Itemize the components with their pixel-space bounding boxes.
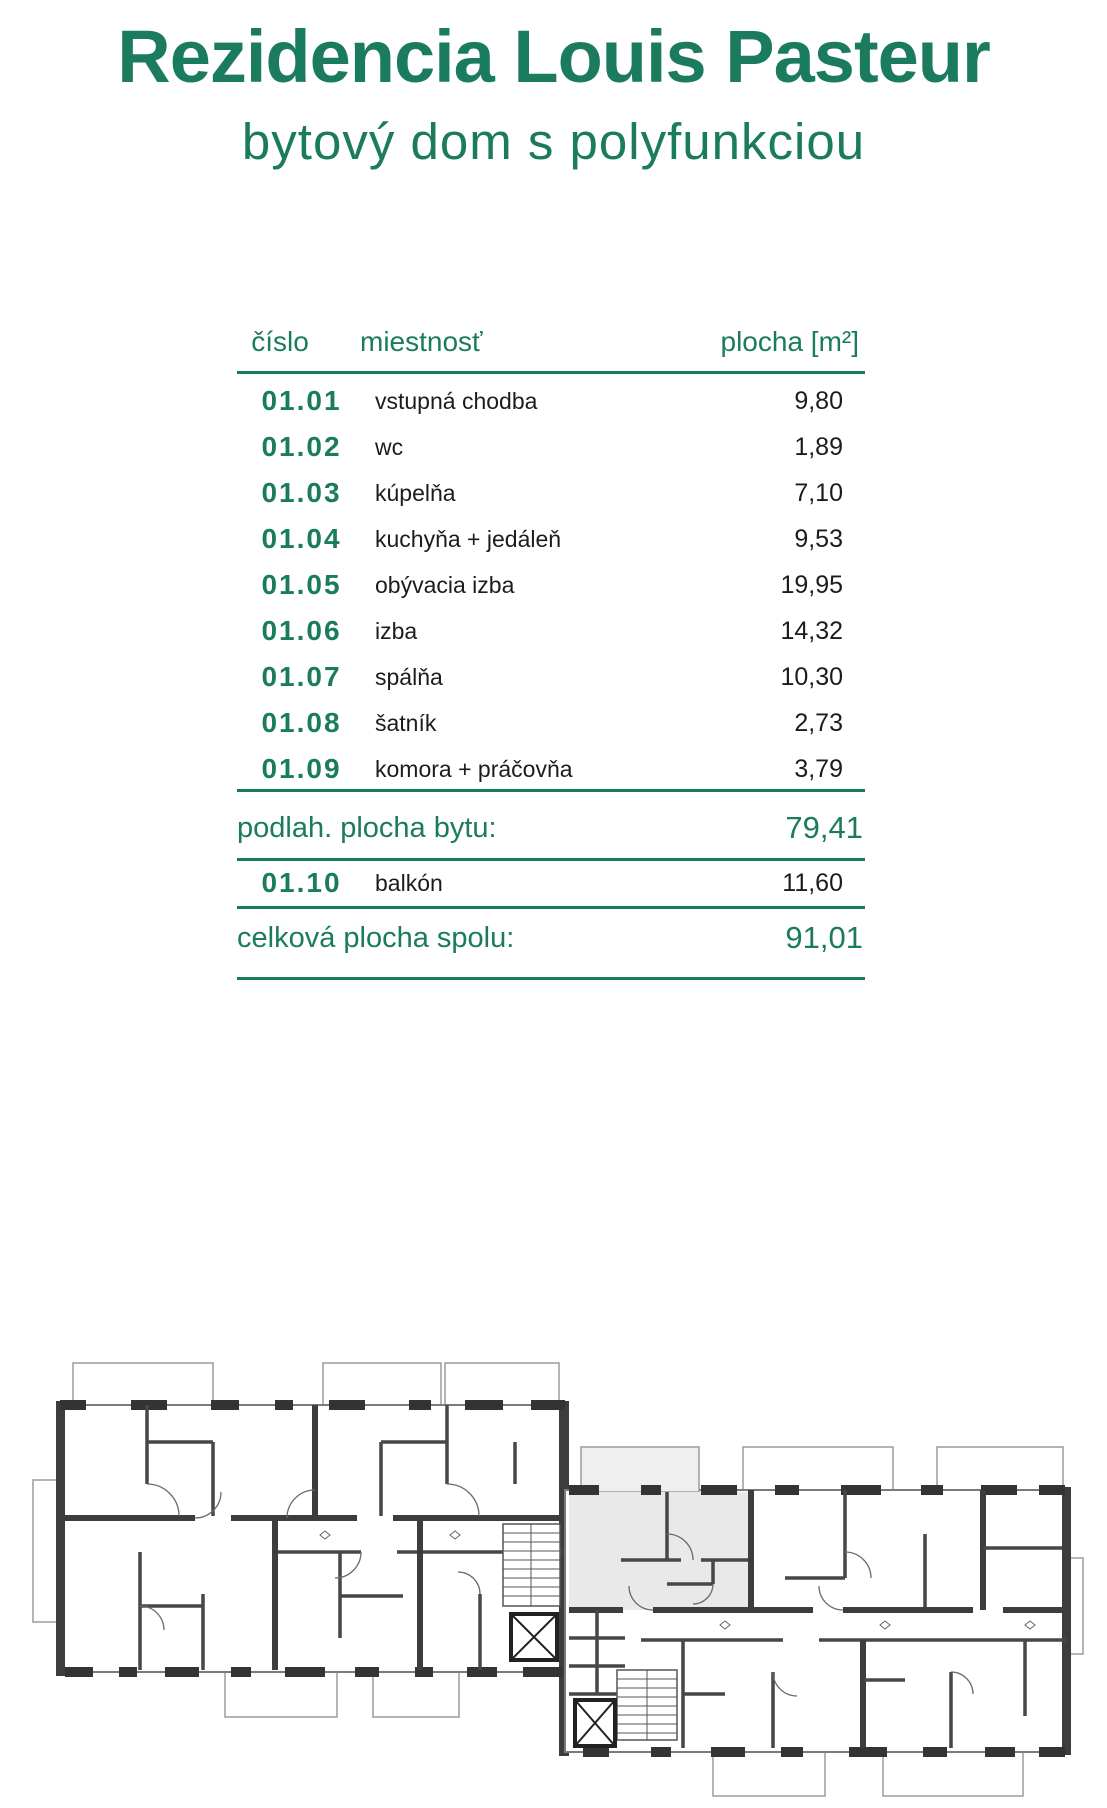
right-wing: [565, 1447, 1083, 1796]
row-area: 10,30: [780, 662, 843, 691]
row-area: 9,53: [794, 524, 843, 553]
row-room: obývacia izba: [375, 571, 515, 598]
row-number: 01.08: [261, 707, 342, 738]
balcony-row: [237, 860, 865, 906]
table-row: [237, 378, 865, 424]
header-number: číslo: [251, 326, 309, 357]
row-number: 01.10: [261, 867, 342, 898]
row-number: 01.02: [261, 431, 342, 462]
subtotal-label: podlah. plocha bytu:: [237, 811, 497, 844]
row-number: 01.03: [261, 477, 342, 508]
header-area: plocha [m²]: [720, 326, 859, 357]
row-room: kúpelňa: [375, 479, 456, 506]
row-number: 01.01: [261, 385, 342, 416]
table-row: [237, 562, 865, 608]
row-room: balkón: [375, 869, 443, 896]
row-area: 7,10: [794, 478, 843, 507]
table-row: [237, 470, 865, 516]
table-row: [237, 516, 865, 562]
row-room: šatník: [375, 709, 437, 736]
table-header-row: [237, 323, 865, 361]
highlighted-unit: [569, 1492, 751, 1610]
divider: [237, 371, 865, 374]
subtotal-row: [237, 798, 865, 858]
header-room: miestnosť: [360, 326, 483, 357]
row-number: 01.04: [261, 523, 342, 554]
elevator: [575, 1700, 615, 1746]
table-row: [237, 608, 865, 654]
table-row: [237, 424, 865, 470]
elevator: [511, 1614, 557, 1660]
row-room: vstupná chodba: [375, 387, 538, 414]
page-subtitle: bytový dom s polyfunkciou: [241, 113, 866, 170]
row-area: 1,89: [794, 432, 843, 461]
row-area: 2,73: [794, 708, 843, 737]
table-row: [237, 700, 865, 746]
subtotal-value: 79,41: [785, 810, 863, 845]
total-label: celková plocha spolu:: [237, 921, 515, 954]
table-row: [237, 654, 865, 700]
row-room: wc: [375, 433, 404, 460]
row-number: 01.09: [261, 753, 342, 784]
divider: [237, 906, 865, 909]
floor-plan: [25, 1338, 1085, 1808]
row-room: komora + práčovňa: [375, 755, 573, 782]
table-row: [237, 746, 865, 792]
room-table: [237, 326, 865, 990]
staircase: [617, 1670, 677, 1740]
row-room: kuchyňa + jedáleň: [375, 525, 562, 552]
row-room: spálňa: [375, 663, 443, 690]
divider: [237, 977, 865, 980]
row-area: 3,79: [794, 754, 843, 783]
row-number: 01.07: [261, 661, 342, 692]
row-area: 14,32: [780, 616, 843, 645]
row-number: 01.05: [261, 569, 342, 600]
row-room: izba: [375, 617, 418, 644]
row-area: 19,95: [780, 570, 843, 599]
total-row: [237, 910, 865, 966]
page-title: Rezidencia Louis Pasteur: [117, 15, 990, 98]
row-area: 9,80: [794, 386, 843, 415]
staircase: [503, 1524, 560, 1606]
left-wing: [33, 1363, 569, 1756]
divider: [237, 789, 865, 792]
row-area: 11,60: [782, 868, 843, 897]
total-value: 91,01: [785, 920, 863, 955]
row-number: 01.06: [261, 615, 342, 646]
